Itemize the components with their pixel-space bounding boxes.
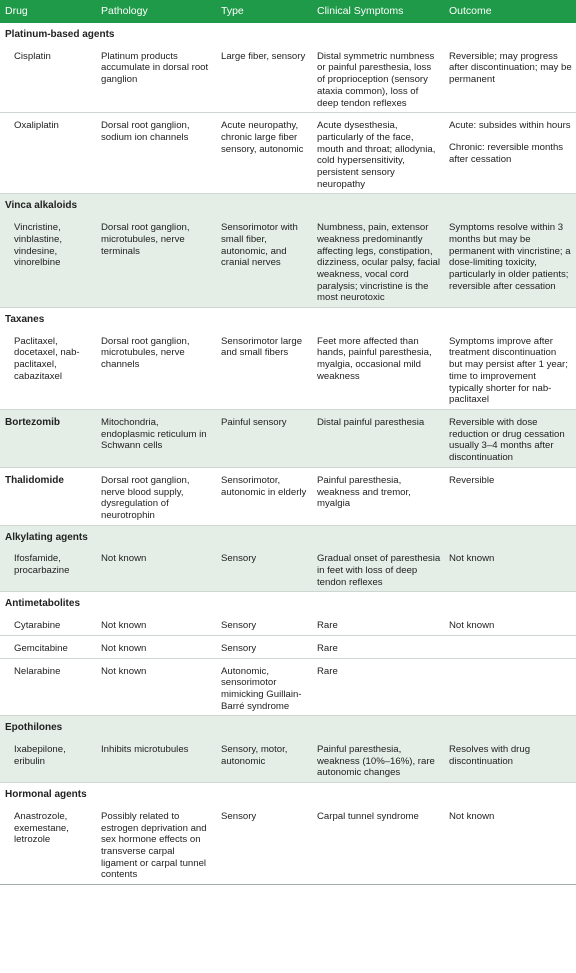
symptoms-cell: Rare (313, 613, 445, 635)
drug-cell: Gemcitabine (0, 635, 97, 658)
type-cell: Sensorimotor with small fiber, autonomic, and cranial nerves (217, 215, 313, 307)
outcome-cell: Not known (445, 546, 576, 592)
pathology-cell: Not known (97, 658, 217, 716)
table-row (0, 658, 576, 716)
group-header-row (0, 525, 576, 546)
symptoms-cell: Painful paresthesia, weakness and tremor, myalgia (313, 467, 445, 525)
table-row (0, 546, 576, 592)
type-cell: Acute neuropathy, chronic large fiber sensory, autonomic (217, 113, 313, 194)
type-cell: Sensory (217, 546, 313, 592)
group-title: Vinca alkaloids (0, 194, 576, 215)
outcome-cell: Not known (445, 804, 576, 885)
table-body (0, 23, 576, 885)
drug-cell: Thalidomide (0, 467, 97, 525)
pathology-cell: Dorsal root ganglion, sodium ion channels (97, 113, 217, 194)
group-header-row (0, 783, 576, 804)
group-header-row (0, 194, 576, 215)
pathology-cell: Dorsal root ganglion, nerve blood supply, dysregulation of neurotrophin (97, 467, 217, 525)
drug-cell: Cisplatin (0, 44, 97, 113)
drug-cell: Bortezomib (0, 409, 97, 467)
type-cell: Sensory (217, 613, 313, 635)
pathology-cell: Not known (97, 546, 217, 592)
symptoms-cell: Carpal tunnel syndrome (313, 804, 445, 885)
outcome-cell: Reversible with dose reduction or drug cessation usually 3–4 months after discontinuation (445, 409, 576, 467)
group-title: Platinum-based agents (5, 29, 115, 40)
table-row (0, 635, 576, 658)
outcome-text-chronic: Chronic: reversible months after cessation (449, 141, 564, 165)
group-header-row (0, 308, 576, 329)
header-drug: Drug (0, 0, 97, 23)
type-cell: Autonomic, sensorimotor mimicking Guillain-Barré syndrome (217, 658, 313, 716)
drug-cell: Anastrozole, exemestane, letrozole (0, 804, 97, 885)
symptoms-cell: Gradual onset of paresthesia in feet with loss of deep tendon reflexes (313, 546, 445, 592)
type-cell: Sensory, motor, autonomic (217, 737, 313, 783)
table-row (0, 804, 576, 885)
outcome-cell (445, 658, 576, 716)
header-pathology: Pathology (97, 0, 217, 23)
symptoms-cell: Numbness, pain, extensor weakness predominantly affecting legs, constipation, dizziness, ocular palsy, facial weakness, vocal cord paralysis; vincristine is the most neurotoxic (313, 215, 445, 307)
outcome-cell: Symptoms resolve within 3 months but may be permanent with vincristine; a dose-limiting toxicity, particularly in older patients; reversible after cessation (445, 215, 576, 307)
drug-cell: Ixabepilone, eribulin (0, 737, 97, 783)
table-row (0, 613, 576, 635)
group-title: Epothilones (0, 716, 576, 737)
type-cell: Sensorimotor large and small fibers (217, 329, 313, 410)
header-type: Type (217, 0, 313, 23)
type-cell: Sensory (217, 804, 313, 885)
pathology-cell: Not known (97, 613, 217, 635)
symptoms-cell: Rare (313, 635, 445, 658)
table-row (0, 467, 576, 525)
type-cell: Sensorimotor, autonomic in elderly (217, 467, 313, 525)
outcome-cell (445, 635, 576, 658)
type-cell: Painful sensory (217, 409, 313, 467)
pathology-cell: Dorsal root ganglion, microtubules, nerve terminals (97, 215, 217, 307)
drug-cell: Oxaliplatin (0, 113, 97, 194)
outcome-cell: Not known (445, 613, 576, 635)
header-outcome: Outcome (445, 0, 576, 23)
outcome-cell (445, 113, 576, 194)
drug-cell: Nelarabine (0, 658, 97, 716)
symptoms-cell: Distal painful paresthesia (313, 409, 445, 467)
pathology-cell: Not known (97, 635, 217, 658)
pathology-cell: Possibly related to estrogen deprivation and sex hormone effects on transverse carpal ligament or carpal tunnel contents (97, 804, 217, 885)
symptoms-cell: Acute dysesthesia, particularly of the face, mouth and throat; allodynia, cold hypersensitivity, persistent sensory neuropathy (313, 113, 445, 194)
group-title: Antimetabolites (5, 598, 81, 610)
symptoms-cell: Distal symmetric numbness or painful paresthesia, loss of proprioception (sensory ataxia common), loss of deep tendon reflexes (313, 44, 445, 113)
outcome-cell: Reversible; may progress after discontinuation; may be permanent (445, 44, 576, 113)
type-cell: Large fiber, sensory (217, 44, 313, 113)
pathology-cell: Mitochondria, endoplasmic reticulum in Schwann cells (97, 409, 217, 467)
symptoms-cell: Feet more affected than hands, painful paresthesia, myalgia, occasional mild weakness (313, 329, 445, 410)
group-header-row (0, 23, 576, 44)
outcome-cell: Symptoms improve after treatment discontinuation but may persist after 1 year; time to improvement typically shorter for nab-paclitaxel (445, 329, 576, 410)
outcome-cell: Reversible (445, 467, 576, 525)
header-clinical-symptoms: Clinical Symptoms (313, 0, 445, 23)
group-title: Alkylating agents (0, 525, 576, 546)
outcome-text: Acute: subsides within hours (449, 120, 571, 132)
table-row (0, 329, 576, 410)
header-row (0, 0, 576, 23)
table-row (0, 113, 576, 194)
symptoms-cell: Painful paresthesia, weakness (10%–16%), rare autonomic changes (313, 737, 445, 783)
pathology-cell: Dorsal root ganglion, microtubules, nerve channels (97, 329, 217, 410)
drug-cell: Paclitaxel, docetaxel, nab-paclitaxel, cabazitaxel (0, 329, 97, 410)
group-header-row (0, 592, 576, 613)
drug-cell: Vincristine, vinblastine, vindesine, vinorelbine (0, 215, 97, 307)
table-row (0, 44, 576, 113)
symptoms-cell: Rare (313, 658, 445, 716)
table-row (0, 409, 576, 467)
group-header-row (0, 716, 576, 737)
group-title: Hormonal agents (5, 789, 87, 801)
pathology-cell: Platinum products accumulate in dorsal root ganglion (97, 44, 217, 113)
table-row (0, 215, 576, 307)
pathology-cell: Inhibits microtubules (97, 737, 217, 783)
drug-cell: Ifosfamide, procarbazine (0, 546, 97, 592)
group-title: Taxanes (5, 314, 45, 326)
drug-cell: Cytarabine (0, 613, 97, 635)
type-cell: Sensory (217, 635, 313, 658)
outcome-cell: Resolves with drug discontinuation (445, 737, 576, 783)
table-row (0, 737, 576, 783)
